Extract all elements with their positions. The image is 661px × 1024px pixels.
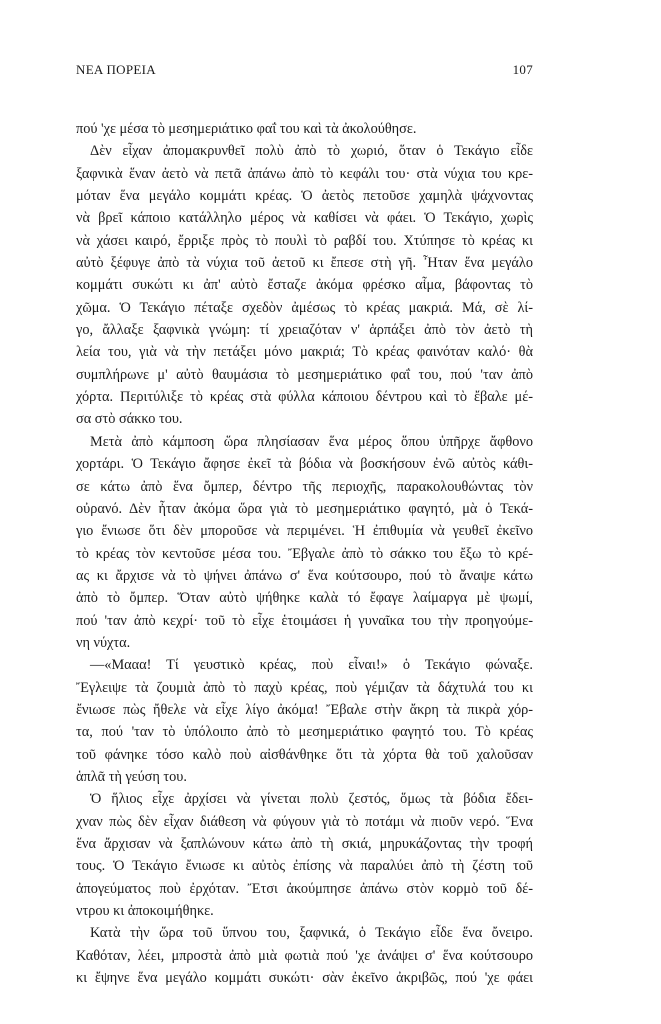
text-line: πού 'ταν ἀπὸ κεχρί· τοῦ τὸ εἶχε ἑτοιμάσει ἡ γυναῖκα του τὴν προηγούμε-: [76, 612, 533, 629]
body-text: [76, 118, 533, 989]
text-line: γιο ἔνιωσε ὅτι δὲν μποροῦσε νὰ περιμένει. Ἡ ἐπιθυμία νὰ γευθεῖ ἐκεῖνο: [76, 523, 533, 540]
text-line: Κατὰ τὴν ὥρα τοῦ ὕπνου του, ξαφνικά, ὁ Τεκάγιο εἶδε ἕνα ὄνειρο.: [90, 925, 533, 942]
text-line: κομμάτι συκώτι κι ἀπ' αὐτὸ ἔσταζε ἀκόμα φρέσκο αἷμα, βάφοντας τὸ: [76, 277, 533, 294]
text-line: ἀπὸ τὸ ὄμπερ. Ὅταν αὐτὸ ψήθηκε καλὰ τό ἔφαγε λαίμαργα μὲ ψωμί,: [76, 590, 533, 607]
text-line: τα, πού 'ταν τὸ ὑπόλοιπο ἀπὸ τὸ μεσημεριάτικο φαγητό του. Τὸ κρέας: [76, 724, 533, 741]
text-line: Δὲν εἶχαν ἀπομακρυνθεῖ πολὺ ἀπὸ τὸ χωριό, ὅταν ὁ Τεκάγιο εἶδε: [90, 143, 533, 160]
text-line: τὸ κρέας τὸν κεντοῦσε μέσα του. Ἔβγαλε ἀπὸ τὸ σάκκο του ἔξω τὸ κρέ-: [76, 545, 533, 562]
text-line: Ἔγλειψε τὰ ζουμιὰ ἀπὸ τὸ παχὺ κρέας, ποὺ γέμιζαν τὰ δάχτυλά του κι: [76, 679, 533, 696]
text-line: αὐτὸ ξέφυγε ἀπὸ τὰ νύχια τοῦ ἀετοῦ κι ἔπεσε στὴ γῆ. Ἦταν ἕνα μεγάλο: [76, 255, 533, 272]
text-line: νὰ χάσει καιρό, ἔρριξε πρὸς τὸ πουλὶ τὸ ραβδί του. Χτύπησε τὸ κρέας κι: [76, 232, 533, 249]
text-line: ἕνα ἄρχισαν νὰ ξαπλώνουν κάτω ἀπὸ τὴ σκιά, μηρυκάζοντας τὴν τροφή: [76, 836, 533, 852]
text-line: οὐρανό. Δὲν ἦταν ἀκόμα ὥρα γιὰ τὸ μεσημεριάτικο φαγητό, μὰ ὁ Τεκά-: [76, 500, 533, 517]
text-line: γο, ἄλλαξε ξαφνικὰ γνώμη: τί χρειαζόταν ν' ἁρπάξει ἀπὸ τὸν ἀετὸ τὴ: [76, 322, 533, 339]
text-line: ντρου κι ἀποκοιμήθηκε.: [76, 903, 214, 920]
text-line: νη νύχτα.: [76, 634, 131, 651]
text-line: μόταν ἕνα μεγάλο κομμάτι κρέας. Ὁ ἀετὸς πετοῦσε χαμηλὰ ψάχνοντας: [76, 188, 533, 205]
text-line: σα στὸ σάκκο του.: [76, 411, 183, 428]
text-line: ἔνιωσε πὼς ἤθελε νὰ εἶχε λίγο ἀκόμα! Ἔβαλε στὴν ἄκρη τὰ πικρὰ χόρ-: [76, 701, 533, 718]
text-line: λεία του, γιὰ νὰ τὴν πετάξει μόνο μακριά; Τὸ κρέας φαινόταν καλό· θὰ: [76, 344, 533, 361]
text-line: χῶμα. Ὁ Τεκάγιο πέταξε σχεδὸν ἀμέσως τὸ κρέας μακριά. Μά, σὲ λί-: [76, 299, 533, 316]
text-line: ἁπλᾶ τὴ γεύση του.: [76, 768, 187, 785]
text-line: —«Μααα! Τί γευστικὸ κρέας, ποὺ εἶναι!» ὁ Τεκάγιο φώναξε.: [90, 657, 533, 674]
running-title: ΝΕΑ ΠΟΡΕΙΑ: [76, 62, 156, 77]
text-line: τοῦ φάνηκε τόσο καλὸ ποὺ αἰσθάνθηκε ὅτι τὰ χόρτα θὰ τοῦ χαλοῦσαν: [76, 746, 533, 763]
text-line: χορτάρι. Ὁ Τεκάγιο ἄφησε ἐκεῖ τὰ βόδια νὰ βοσκήσουν ἐνῶ αὐτὸς κάθι-: [76, 456, 533, 473]
text-line: ἀπογεύματος ποὺ ἐρχόταν. Ἔτσι ἀκούμπησε ἀπάνω στὸν κορμὸ τοῦ δέ-: [76, 880, 533, 897]
text-line: Καθόταν, λέει, μπροστὰ ἀπὸ μιὰ φωτιὰ πού 'χε ἀνάψει σ' ἕνα κούτσουρο: [76, 947, 533, 964]
text-line: ξαφνικὰ ἕναν ἀετὸ νὰ πετᾶ ἀπάνω ἀπὸ τὸ κεφάλι του· στὰ νύχια του κρε-: [76, 165, 533, 182]
text-line: Μετὰ ἀπὸ κάμποση ὥρα πλησίασαν ἕνα μέρος ὅπου ὑπῆρχε ἄφθονο: [90, 433, 533, 450]
text-line: σε κάτω ἀπὸ ἕνα ὄμπερ, δέντρο τῆς περιοχῆς, παρακολουθώντας τὸν: [76, 478, 533, 495]
text-line: χόρτα. Περιτύλιξε τὸ κρέας στὰ φύλλα κάποιου δέντρου καὶ τὸ ἔβαλε μέ-: [76, 389, 533, 406]
text-line: κι ἔψηνε ἕνα μεγάλο κομμάτι συκώτι· σὰν ἐκεῖνο ἀκριβῶς, πού 'χε φάει: [76, 970, 533, 987]
text-line: νὰ βρεῖ κάποιο κατάλληλο μέρος νὰ καθίσει νὰ φάει. Ὁ Τεκάγιο, χωρὶς: [76, 210, 533, 227]
page-number: 107: [512, 62, 533, 77]
text-line: πού 'χε μέσα τὸ μεσημεριάτικο φαΐ του καὶ τὰ ἀκολούθησε.: [76, 121, 417, 137]
text-line: ας κι ἄρχισε νὰ τὸ ψήνει ἀπάνω σ' ἕνα κούτσουρο, πού τὸ ἄναψε κάτω: [76, 567, 533, 584]
text-line: συμπλήρωνε μ' αὐτὸ θαυμάσια τὸ μεσημεριάτικο φαΐ του, πού 'ταν ἀπὸ: [76, 366, 533, 383]
text-line: τους. Ὁ Τεκάγιο ἔνιωσε κι αὐτὸς ἐπίσης νὰ παραλύει ἀπὸ τὴ ζέστη τοῦ: [76, 858, 533, 875]
text-line: Ὁ ἥλιος εἶχε ἀρχίσει νὰ γίνεται πολὺ ζεστός, ὅμως τὰ βόδια ἔδει-: [90, 791, 533, 808]
text-line: χναν πὼς δὲν εἶχαν διάθεση νὰ φύγουν γιὰ τὸ ποτάμι νὰ πιοῦν νερό. Ἕνα: [76, 813, 533, 830]
running-head: [76, 62, 533, 80]
